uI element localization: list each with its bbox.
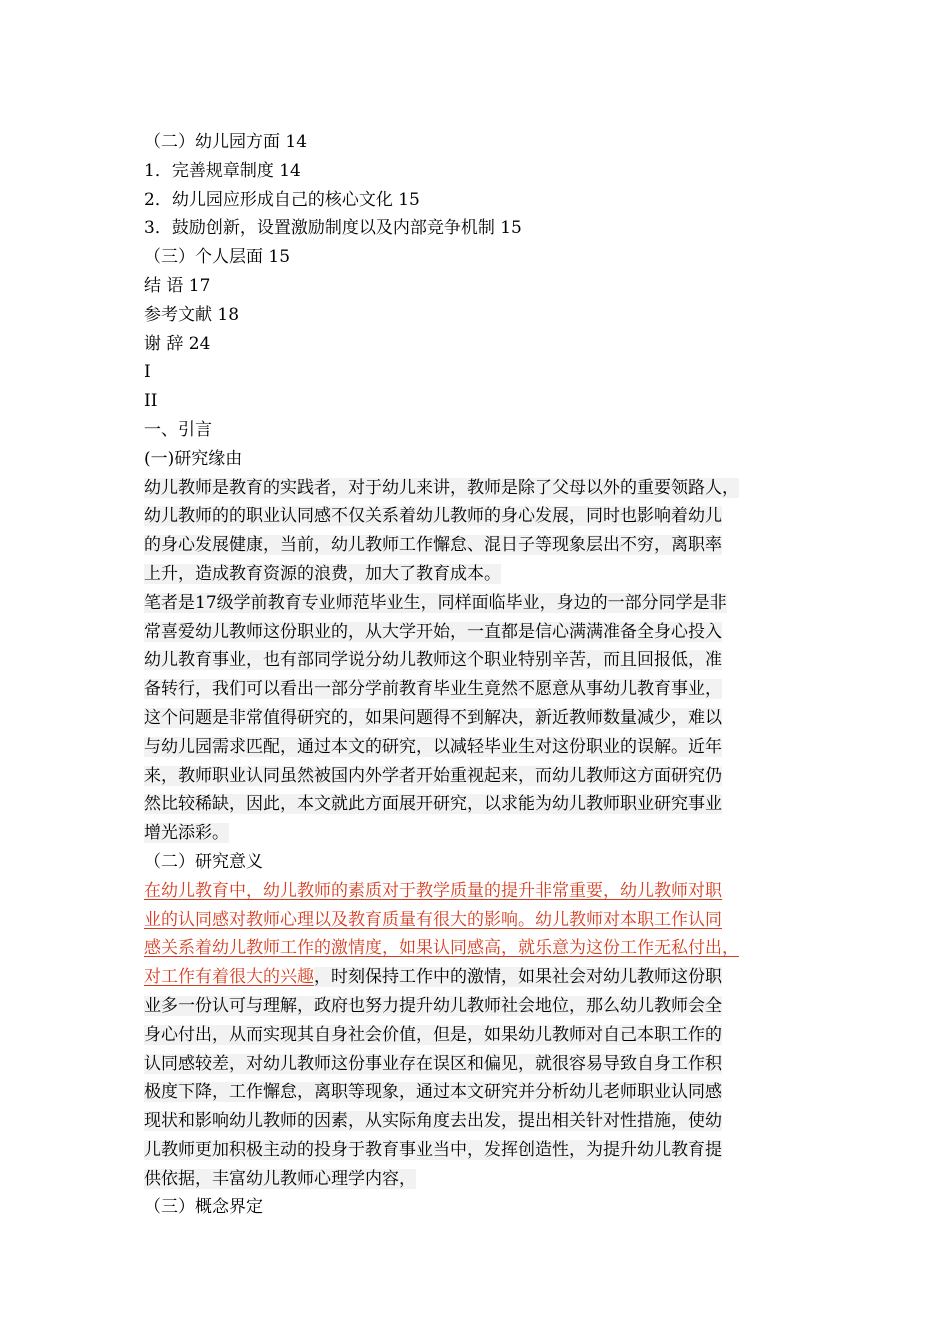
toc-entry: 参考文献 18 bbox=[144, 304, 240, 325]
paragraph-line: 增光添彩。 bbox=[144, 823, 229, 844]
paragraph-line: 极度下降，工作懈怠，离职等现象，通过本文研究并分析幼儿老师职业认同感 bbox=[144, 1082, 722, 1103]
subheading-research-reason: (一)研究缘由 bbox=[144, 448, 243, 469]
toc-entry: （三）个人层面 15 bbox=[144, 247, 291, 268]
toc-entry: （二）幼儿园方面 14 bbox=[144, 132, 308, 152]
paragraph-line: 供依据，丰富幼儿教师心理学内容， bbox=[144, 1168, 416, 1189]
paragraph-research-significance bbox=[144, 877, 824, 1194]
section-heading-introduction: 一、引言 bbox=[144, 419, 212, 440]
toc-entry: 结 语 17 bbox=[144, 275, 211, 296]
toc-entry: 谢 辞 24 bbox=[144, 333, 211, 354]
highlighted-text-line: 感关系着幼儿教师工作的激情度，如果认同感高，就乐意为这份工作无私付出， bbox=[144, 938, 739, 959]
toc-entry: 1．完善规章制度 14 bbox=[144, 160, 301, 181]
highlighted-text-line: 在幼儿教育中，幼儿教师的素质对于教学质量的提升非常重要，幼儿教师对职 bbox=[144, 880, 722, 901]
paragraph-text-fragment: ，时刻保持工作中的激情，如果社会对幼儿教师这份职 bbox=[314, 967, 722, 988]
highlighted-text-line: 业的认同感对教师心理以及教育质量有很大的影响。幼儿教师对本职工作认同 bbox=[144, 909, 722, 930]
paragraph-line: 幼儿教师是教育的实践者，对于幼儿来讲，教师是除了父母以外的重要领路人， bbox=[144, 477, 739, 498]
paragraph-line: 常喜爱幼儿教师这份职业的，从大学开始，一直都是信心满满准备全身心投入 bbox=[144, 621, 722, 642]
paragraph-line: 的身心发展健康，当前，幼儿教师工作懈怠、混日子等现象层出不穷，离职率 bbox=[144, 535, 722, 556]
paragraph-line: 幼儿教育事业，也有部同学说分幼儿教师这个职业特别辛苦，而且回报低，准 bbox=[144, 650, 722, 671]
paragraph-line: 认同感较差，对幼儿教师这份事业存在误区和偏见，就很容易导致自身工作积 bbox=[144, 1053, 722, 1074]
table-of-contents bbox=[144, 128, 824, 416]
document-body bbox=[144, 128, 824, 1222]
paragraph-line: 然比较稀缺，因此，本文就此方面展开研究，以求能为幼儿教师职业研究事业 bbox=[144, 794, 722, 815]
paragraph-line: 现状和影响幼儿教师的因素，从实际角度去出发，提出相关针对性措施，使幼 bbox=[144, 1111, 722, 1132]
paragraph-line: 来，教师职业认同虽然被国内外学者开始重视起来，而幼儿教师这方面研究仍 bbox=[144, 765, 722, 786]
paragraph-line: 业多一份认可与理解，政府也努力提升幼儿教师社会地位，那么幼儿教师会全 bbox=[144, 995, 722, 1016]
subheading-concept-definition: （三）概念界定 bbox=[144, 1197, 263, 1218]
paragraph-line: 备转行，我们可以看出一部分学前教育毕业生竟然不愿意从事幼儿教育事业， bbox=[144, 679, 722, 700]
paragraph-line: 幼儿教师的的职业认同感不仅关系着幼儿教师的身心发展，同时也影响着幼儿 bbox=[144, 506, 722, 527]
paragraph-line: 这个问题是非常值得研究的，如果问题得不到解决，新近教师数量减少，难以 bbox=[144, 707, 722, 728]
paragraph-line: 身心付出，从而实现其自身社会价值，但是，如果幼儿教师对自己本职工作的 bbox=[144, 1024, 722, 1045]
subheading-research-significance: （二）研究意义 bbox=[144, 851, 263, 872]
paragraph-line: 与幼儿园需求匹配，通过本文的研究，以减轻毕业生对这份职业的误解。近年 bbox=[144, 736, 722, 757]
toc-entry: 3．鼓励创新，设置激励制度以及内部竞争机制 15 bbox=[144, 218, 522, 239]
paragraph-line: 笔者是17级学前教育专业师范毕业生，同样面临毕业，身边的一部分同学是非 bbox=[144, 592, 727, 613]
paragraph-line: 儿教师更加积极主动的投身于教育事业当中，发挥创造性，为提升幼儿教育提 bbox=[144, 1139, 722, 1160]
paragraph-research-reason bbox=[144, 474, 824, 589]
paragraph-author-background bbox=[144, 589, 824, 848]
highlighted-text-fragment: 对工作有着很大的兴趣 bbox=[144, 967, 314, 988]
page-numeral: I bbox=[144, 362, 151, 383]
toc-entry: 2．幼儿园应形成自己的核心文化 15 bbox=[144, 189, 420, 210]
page-numeral: II bbox=[144, 391, 158, 412]
paragraph-line: 上升，造成教育资源的浪费，加大了教育成本。 bbox=[144, 563, 501, 584]
